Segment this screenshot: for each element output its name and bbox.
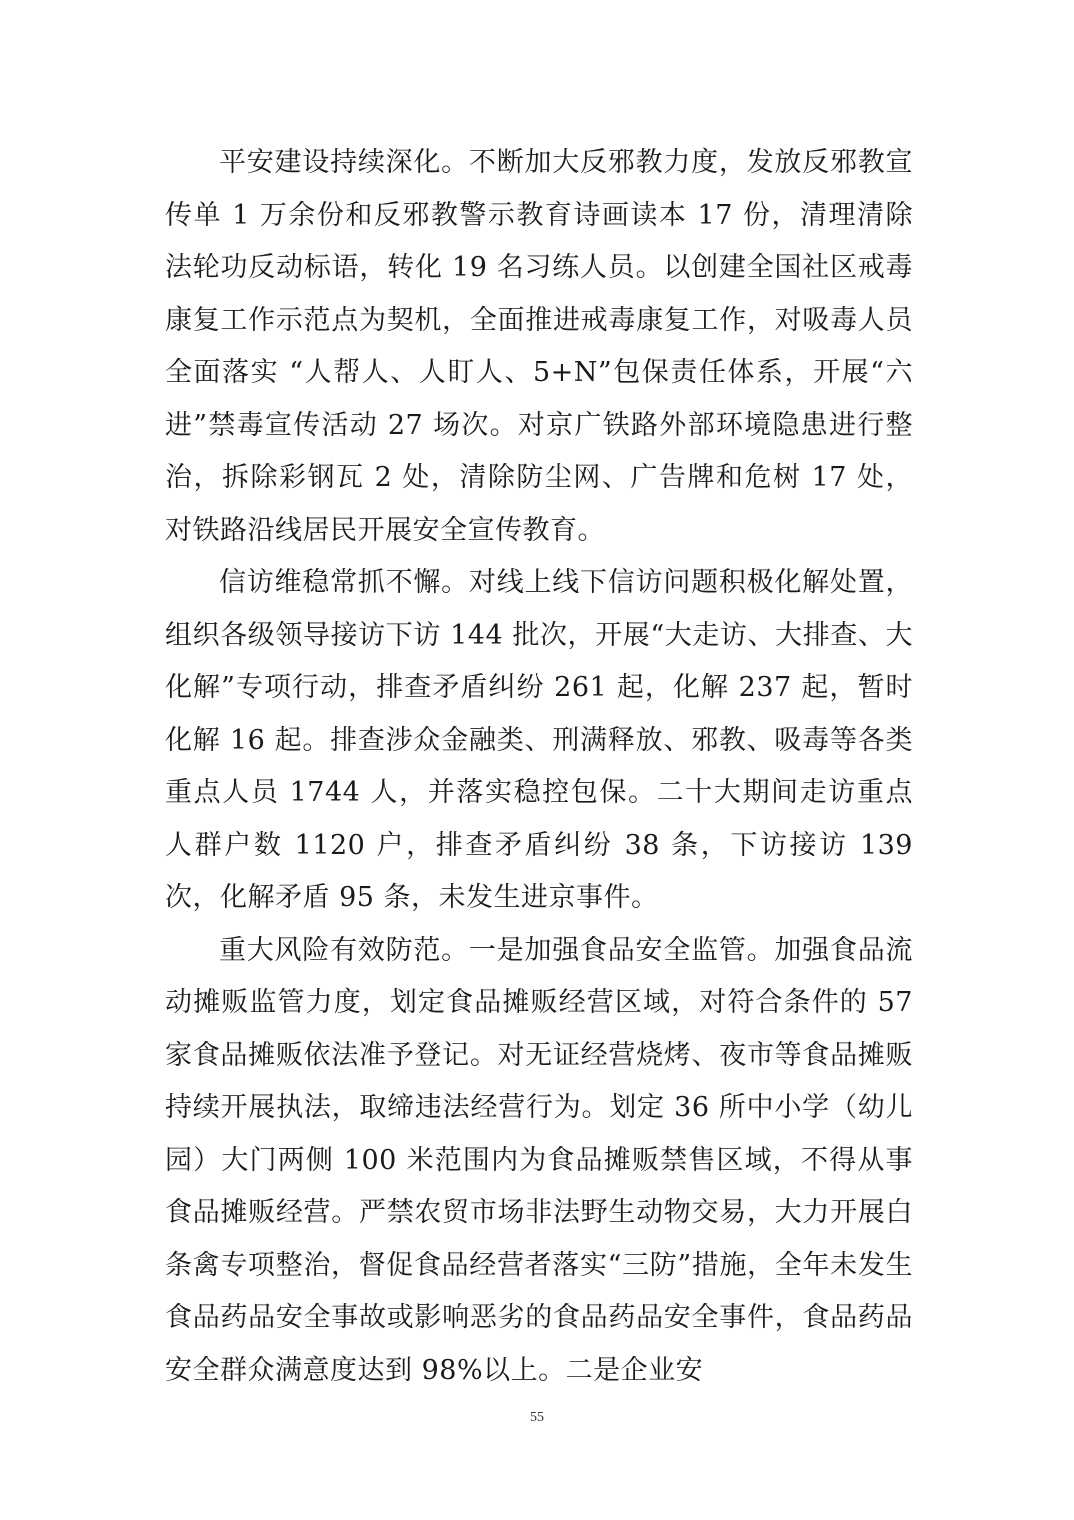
- paragraph-zhong-da-feng-xian: 重大风险有效防范。一是加强食品安全监管。加强食品流动摊贩监管力度，划定食品摊贩经营区域，对符合条件的 57 家食品摊贩依法准予登记。对无证经营烧烤、夜市等食品摊贩持续开展执法，取缔违法经营行为。划定 36 所中小学（幼儿园）大门两侧 100 米范围内为食品摊贩禁售区域，不得从事食品摊贩经营。严禁农贸市场非法野生动物交易，大力开展白条禽专项整治，督促食品经营者落实“三防”措施，全年未发生食品药品安全事故或影响恶劣的食品药品安全事件，食品药品安全群众满意度达到 98%以上。二是企业安: [165, 934, 913, 1386]
- paragraph-ping-an-jian-she: 平安建设持续深化。不断加大反邪教力度，发放反邪教宣传单 1 万余份和反邪教警示教育诗画读本 17 份，清理清除法轮功反动标语，转化 19 名习练人员。以创建全国社区戒毒康复工作示范点为契机，全面推进戒毒康复工作，对吸毒人员全面落实 “人帮人、人盯人、5+N”包保责任体系，开展“六进”禁毒宣传活动 27 场次。对京广铁路外部环境隐患进行整治，拆除彩钢瓦 2 处，清除防尘网、广告牌和危树 17 处，对铁路沿线居民开展安全宣传教育。: [165, 147, 913, 546]
- body-text: [165, 137, 913, 1397]
- paragraph-xin-fang-wei-wen: 信访维稳常抓不懈。对线上线下信访问题积极化解处置，组织各级领导接访下访 144 批次，开展“大走访、大排查、大化解”专项行动，排查矛盾纠纷 261 起，化解 237 起，暂时化解 16 起。排查涉众金融类、刑满释放、邪教、吸毒等各类重点人员 1744 人，并落实稳控包保。二十大期间走访重点人群户数 1120 户，排查矛盾纠纷 38 条，下访接访 139 次，化解矛盾 95 条，未发生进京事件。: [165, 567, 913, 913]
- page-number: 55: [530, 1410, 544, 1425]
